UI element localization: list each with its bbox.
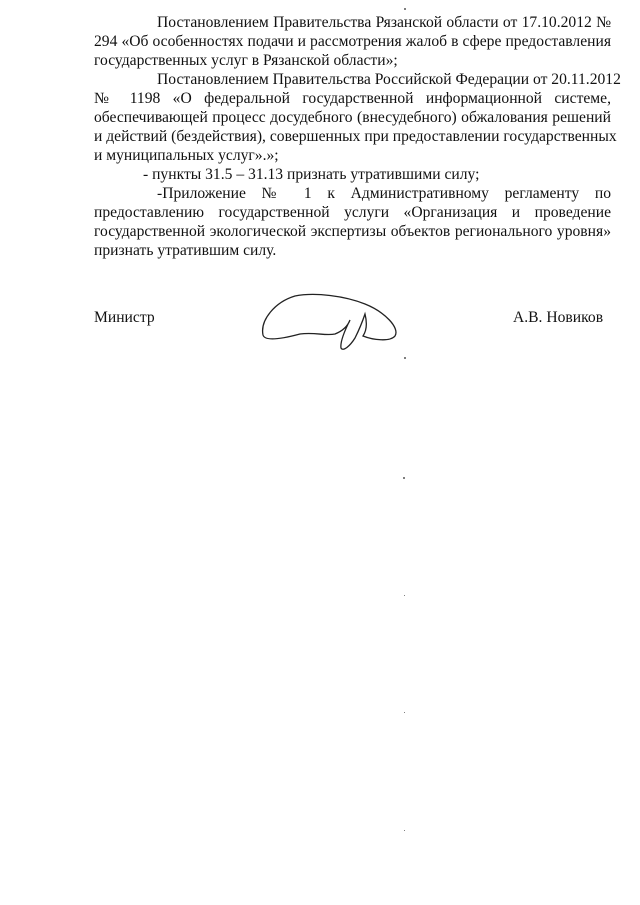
scan-speck	[404, 830, 405, 831]
text-line: обеспечивающей процесс досудебного (внесудебного) обжалования решений	[94, 109, 611, 126]
text-line: и действий (бездействия), совершенных при предоставлении государственных	[94, 128, 617, 145]
text-line: Постановлением Правительства Рязанской области от 17.10.2012 №	[157, 14, 611, 31]
text-line: - пункты 31.5 – 31.13 признать утратившими силу;	[143, 166, 480, 183]
signatory-name: А.В. Новиков	[513, 309, 604, 326]
signatory-position: Министр	[94, 309, 155, 326]
scan-speck	[404, 712, 405, 713]
text-line: и муниципальных услуг».»;	[94, 147, 279, 164]
text-line: государственной экологической экспертизы объектов регионального уровня»	[94, 223, 611, 240]
text-line: предоставлению государственной услуги «Организация и проведение	[94, 204, 611, 221]
scan-speck	[403, 477, 405, 479]
text-line: -Приложение № 1 к Административному регламенту по	[157, 185, 611, 202]
text-line: № 1198 «О федеральной государственной информационной системе,	[94, 90, 611, 107]
scan-speck	[404, 8, 406, 10]
handwritten-signature	[255, 290, 405, 355]
text-line: Постановлением Правительства Российской Федерации от 20.11.2012	[157, 71, 621, 88]
text-line: государственных услуг в Рязанской области»;	[94, 52, 398, 69]
text-line: признать утратившим силу.	[94, 242, 277, 259]
scan-speck	[404, 357, 406, 359]
scan-speck	[404, 595, 405, 596]
text-line: 294 «Об особенностях подачи и рассмотрения жалоб в сфере предоставления	[94, 33, 611, 50]
